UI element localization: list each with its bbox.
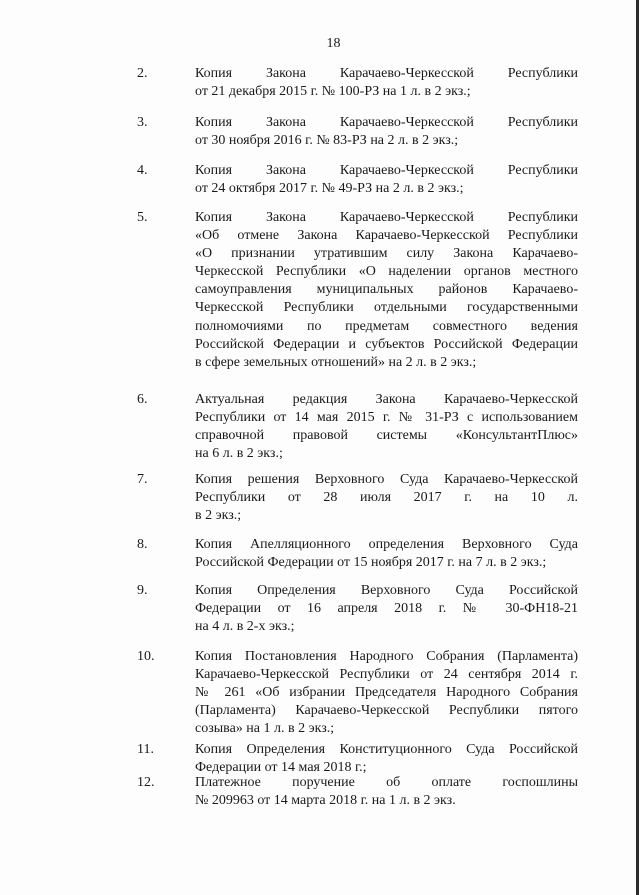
item-line: самоуправления муниципальных районов Карачаево- xyxy=(195,282,578,298)
item-line: Федерации от 14 мая 2018 г.; xyxy=(195,760,367,776)
item-line: Республики от 14 мая 2015 г. № 31-РЗ с использованием xyxy=(195,410,578,426)
item-text xyxy=(195,582,578,636)
item-line: Копия Закона Карачаево-Черкесской Республики xyxy=(195,115,578,130)
item-number: 12. xyxy=(137,775,155,790)
item-line: Копия Определения Конституционного Суда Российской xyxy=(195,742,578,757)
item-line: от 30 ноября 2016 г. № 83-РЗ на 2 л. в 2 экз.; xyxy=(195,133,459,149)
item-line: Копия Определения Верховного Суда Российской xyxy=(195,583,578,598)
item-line: полномочиями по предметам совместного ведения xyxy=(195,318,578,334)
item-text xyxy=(195,741,578,777)
item-line: Республики от 28 июля 2017 г. на 10 л. xyxy=(195,490,578,506)
item-line: Актуальная редакция Закона Карачаево-Черкесской xyxy=(195,392,578,407)
item-line: справочной правовой системы «КонсультантПлюс» xyxy=(195,428,578,444)
item-line: «Об отмене Закона Карачаево-Черкесской Республики xyxy=(195,228,578,244)
item-line: Российской Федерации от 15 ноября 2017 г. на 7 л. в 2 экз.; xyxy=(195,555,547,571)
item-line: на 4 л. в 2-х экз.; xyxy=(195,619,295,635)
item-line: Черкесской Республики «О наделении органов местного xyxy=(195,264,578,280)
item-number: 7. xyxy=(137,472,148,487)
item-number: 10. xyxy=(137,649,155,664)
item-text xyxy=(195,648,578,738)
item-text xyxy=(195,391,578,463)
item-line: Российской Федерации и субъектов Российской Федерации xyxy=(195,336,578,352)
item-number: 6. xyxy=(137,392,148,407)
item-text xyxy=(195,774,578,810)
page-number: 18 xyxy=(326,36,341,51)
item-text xyxy=(195,209,578,372)
item-line: (Парламента) Карачаево-Черкесской Республики пятого xyxy=(195,703,578,719)
item-line: Копия Закона Карачаево-Черкесской Республики xyxy=(195,66,578,81)
item-line: от 24 октября 2017 г. № 49-РЗ на 2 л. в 2 экз.; xyxy=(195,181,464,197)
item-text xyxy=(195,114,578,150)
item-line: Копия решения Верховного Суда Карачаево-Черкесской xyxy=(195,472,578,487)
item-line: на 6 л. в 2 экз.; xyxy=(195,446,283,462)
item-line: Копия Закона Карачаево-Черкесской Республики xyxy=(195,163,578,178)
item-text xyxy=(195,536,578,572)
item-line: Черкесской Республики отдельными государственными xyxy=(195,300,578,316)
item-line: в сфере земельных отношений» на 2 л. в 2 экз.; xyxy=(195,354,477,370)
item-line: «О признании утратившим силу Закона Карачаево- xyxy=(195,246,578,262)
item-line: № 209963 от 14 марта 2018 г. на 1 л. в 2 экз. xyxy=(195,793,456,809)
item-line: в 2 экз.; xyxy=(195,508,242,524)
item-number: 5. xyxy=(137,210,148,225)
item-line: Платежное поручение об оплате госпошлины xyxy=(195,775,578,790)
item-line: Карачаево-Черкесской Республики от 24 сентября 2014 г. xyxy=(195,667,578,683)
item-number: 3. xyxy=(137,115,148,130)
item-line: Копия Постановления Народного Собрания (Парламента) xyxy=(195,649,578,664)
item-number: 2. xyxy=(137,66,148,81)
item-number: 8. xyxy=(137,537,148,552)
item-line: созыва» на 1 л. в 2 экз.; xyxy=(195,721,335,737)
item-text xyxy=(195,65,578,101)
item-number: 9. xyxy=(137,583,148,598)
item-number: 4. xyxy=(137,163,148,178)
item-line: Копия Закона Карачаево-Черкесской Республики xyxy=(195,210,578,225)
item-line: от 21 декабря 2015 г. № 100-РЗ на 1 л. в 2 экз.; xyxy=(195,84,471,100)
item-text xyxy=(195,162,578,198)
item-text xyxy=(195,471,578,525)
item-line: Федерации от 16 апреля 2018 г. № 30-ФН18-21 xyxy=(195,601,578,617)
item-line: Копия Апелляционного определения Верховного Суда xyxy=(195,537,578,552)
item-number: 11. xyxy=(137,742,154,757)
item-line: № 261 «Об избрании Председателя Народного Собрания xyxy=(195,685,578,701)
